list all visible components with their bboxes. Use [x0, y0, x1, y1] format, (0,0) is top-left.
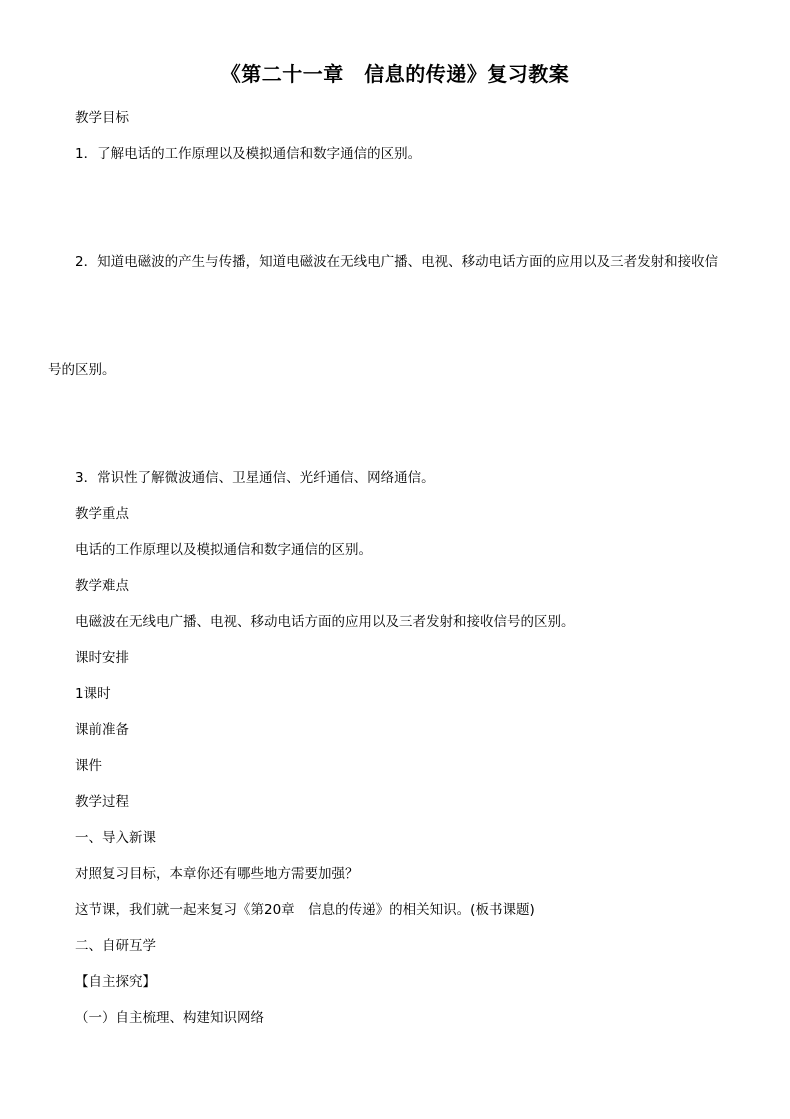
difficult-points-heading: 教学难点: [75, 578, 129, 594]
schedule-text: 1课时: [75, 686, 111, 702]
preparation-text: 课件: [75, 758, 102, 774]
goal-item-1: 1．了解电话的工作原理以及模拟通信和数字通信的区别。: [75, 146, 422, 162]
goals-heading: 教学目标: [75, 110, 129, 126]
goal-item-2: [48, 172, 741, 460]
schedule-heading: 课时安排: [75, 650, 129, 666]
goal-item-3: 3．常识性了解微波通信、卫星通信、光纤通信、网络通信。: [75, 470, 435, 486]
process-heading: 教学过程: [75, 794, 129, 810]
part-1-heading: 一、导入新课: [75, 830, 156, 846]
document-body: [48, 100, 741, 1036]
part-1-text-2: 这节课，我们就一起来复习《第20章 信息的传递》的相关知识。(板书课题): [75, 902, 535, 918]
key-points-heading: 教学重点: [75, 506, 129, 522]
goal-item-2-line-2: 号的区别。: [48, 362, 116, 378]
explore-heading: 【自主探究】: [75, 974, 156, 990]
key-points-text: 电话的工作原理以及模拟通信和数字通信的区别。: [75, 542, 372, 558]
goal-item-2-line-1: 2．知道电磁波的产生与传播，知道电磁波在无线电广播、电视、移动电话方面的应用以及三者发射和接收信: [75, 254, 719, 270]
part-2-heading: 二、自研互学: [75, 938, 156, 954]
explore-item-1: （一）自主梳理、构建知识网络: [75, 1010, 264, 1026]
preparation-heading: 课前准备: [75, 722, 129, 738]
difficult-points-text: 电磁波在无线电广播、电视、移动电话方面的应用以及三者发射和接收信号的区别。: [75, 614, 575, 630]
part-1-text-1: 对照复习目标，本章你还有哪些地方需要加强？: [75, 866, 359, 882]
document-title: 《第二十一章 信息的传递》复习教案: [220, 62, 570, 86]
